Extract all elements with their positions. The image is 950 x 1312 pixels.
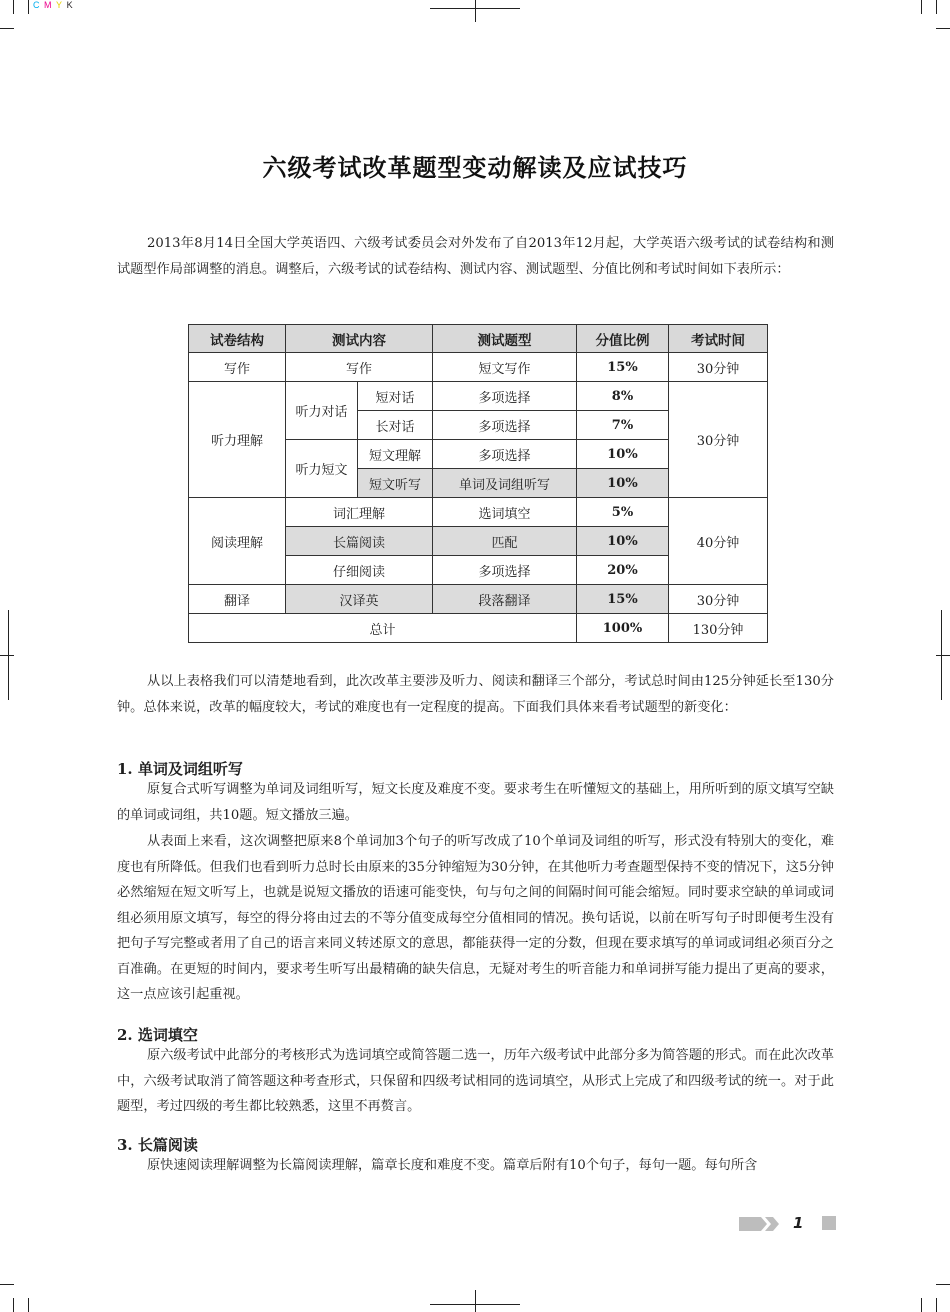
header-cell: 分值比例: [577, 325, 669, 353]
type-cell: 匹配: [433, 527, 577, 556]
part-cell: 阅读理解: [189, 498, 286, 585]
type-cell: 短文写作: [433, 353, 577, 382]
time-cell: 30分钟: [669, 353, 768, 382]
time-cell: 30分钟: [669, 585, 768, 614]
crop-mark: [936, 28, 950, 29]
content-cell: 词汇理解: [286, 498, 433, 527]
page-arrow-icon: [739, 1217, 781, 1231]
part-cell: 翻译: [189, 585, 286, 614]
registration-mark-left: [0, 655, 14, 656]
crop-mark: [13, 0, 14, 14]
header-cell: 测试题型: [433, 325, 577, 353]
content-cell: 汉译英: [286, 585, 433, 614]
table-row: [189, 353, 768, 382]
section-paragraph: 原复合式听写调整为单词及词组听写，短文长度及难度不变。要求考生在听懂短文的基础上，用所听到的原文填写空缺的单词或词组，共10题。短文播放三遍。: [117, 782, 834, 823]
header-cell: 试卷结构: [189, 325, 286, 353]
ratio-cell: 10%: [577, 440, 669, 469]
type-cell: 多项选择: [433, 440, 577, 469]
section-heading: 2. 选词填空: [117, 1026, 198, 1044]
part-cell: 听力理解: [189, 382, 286, 498]
intro-paragraph: 2013年8月14日全国大学英语四、六级考试委员会对外发布了自2013年12月起，大学英语六级考试的试卷结构和测试题型作局部调整的消息。调整后，六级考试的试卷结构、测试内容、测试题型、分值比例和考试时间如下表所示：: [117, 236, 834, 277]
section-heading: 1. 单词及词组听写: [117, 760, 243, 778]
registration-mark-right: [936, 655, 950, 656]
ratio-cell: 10%: [577, 469, 669, 498]
page-title: 六级考试改革题型变动解读及应试技巧: [262, 154, 688, 182]
type-cell: 多项选择: [433, 411, 577, 440]
registration-mark-top: [475, 0, 476, 22]
type-cell: 多项选择: [433, 556, 577, 585]
registration-mark-bottom: [475, 1290, 476, 1312]
table-row: [189, 498, 768, 527]
time-cell: 30分钟: [669, 382, 768, 498]
type-cell: 单词及词组听写: [433, 469, 577, 498]
registration-mark-bottom: [430, 1304, 520, 1305]
content-cell: 长对话: [358, 411, 433, 440]
group-cell: 听力对话: [286, 382, 358, 440]
exam-structure-table: [188, 324, 768, 643]
page-number: 1: [793, 1214, 804, 1232]
section-paragraph: 原六级考试中此部分的考核形式为选词填空或简答题二选一，历年六级考试中此部分多为简答题的形式。而在此次改革中，六级考试取消了简答题这种考查形式，只保留和四级考试相同的选词填空，从形式上完成了和四级考试的统一。对于此题型，考过四级的考生都比较熟悉，这里不再赘言。: [117, 1048, 834, 1114]
group-cell: 听力短文: [286, 440, 358, 498]
crop-mark: [28, 1298, 29, 1312]
cmyk-m: M: [44, 0, 53, 10]
crop-mark: [28, 0, 29, 14]
crop-mark: [936, 1298, 937, 1312]
section-heading: 3. 长篇阅读: [117, 1136, 198, 1154]
ratio-cell: 20%: [577, 556, 669, 585]
table-row: [189, 585, 768, 614]
header-cell: 测试内容: [286, 325, 433, 353]
content-cell: 短文理解: [358, 440, 433, 469]
ratio-cell: 100%: [577, 614, 669, 643]
time-cell: 40分钟: [669, 498, 768, 585]
table-header-row: [189, 325, 768, 353]
ratio-cell: 8%: [577, 382, 669, 411]
registration-mark-left: [8, 610, 9, 700]
cmyk-k: K: [66, 0, 74, 10]
content-cell: 写作: [286, 353, 433, 382]
part-cell: 写作: [189, 353, 286, 382]
crop-mark: [936, 1284, 950, 1285]
crop-mark: [0, 28, 14, 29]
table-row: [189, 382, 768, 411]
type-cell: 段落翻译: [433, 585, 577, 614]
page-square-icon: [822, 1216, 836, 1230]
ratio-cell: 5%: [577, 498, 669, 527]
crop-mark: [13, 1298, 14, 1312]
summary-paragraph: 从以上表格我们可以清楚地看到，此次改革主要涉及听力、阅读和翻译三个部分，考试总时间由125分钟延长至130分钟。总体来说，改革的幅度较大，考试的难度也有一定程度的提高。下面我们具体来看考试题型的新变化：: [117, 674, 834, 715]
section-paragraph: 从表面上来看，这次调整把原来8个单词加3个句子的听写改成了10个单词及词组的听写，形式没有特别大的变化，难度也有所降低。但我们也看到听力总时长由原来的35分钟缩短为30分钟，在其他听力考查题型保持不变的情况下，这5分钟必然缩短在短文听写上，也就是说短文播放的语速可能变快，句与句之间的间隔时间可能会缩短。同时要求空缺的单词或词组必须用原文填写，每空的得分将由过去的不等分值变成每空分值相同的情况。换句话说，以前在听写句子时即便考生没有把句子写完整或者用了自己的语言来同义转述原文的意思，都能获得一定的分数，但现在要求填写的单词或词组必须百分之百准确。在更短的时间内，要求考生听写出最精确的缺失信息，无疑对考生的听音能力和单词拼写能力提出了更高的要求，这一点应该引起重视。: [117, 834, 834, 1002]
cmyk-color-bar: [33, 0, 74, 10]
type-cell: 选词填空: [433, 498, 577, 527]
section-paragraph: 原快速阅读理解调整为长篇阅读理解，篇章长度和难度不变。篇章后附有10个句子，每句一题。每句所含: [147, 1158, 758, 1173]
content-cell: 仔细阅读: [286, 556, 433, 585]
type-cell: 多项选择: [433, 382, 577, 411]
cmyk-c: C: [33, 0, 41, 10]
header-cell: 考试时间: [669, 325, 768, 353]
content-cell: 短文听写: [358, 469, 433, 498]
content-cell: 短对话: [358, 382, 433, 411]
table-total-row: [189, 614, 768, 643]
cmyk-y: Y: [56, 0, 64, 10]
registration-mark-top: [430, 8, 520, 9]
ratio-cell: 7%: [577, 411, 669, 440]
ratio-cell: 15%: [577, 353, 669, 382]
ratio-cell: 10%: [577, 527, 669, 556]
registration-mark-right: [941, 610, 942, 700]
crop-mark: [936, 0, 937, 14]
ratio-cell: 15%: [577, 585, 669, 614]
crop-mark: [921, 0, 922, 14]
crop-mark: [0, 1284, 14, 1285]
time-cell: 130分钟: [669, 614, 768, 643]
crop-mark: [921, 1298, 922, 1312]
total-label-cell: 总计: [189, 614, 577, 643]
content-cell: 长篇阅读: [286, 527, 433, 556]
